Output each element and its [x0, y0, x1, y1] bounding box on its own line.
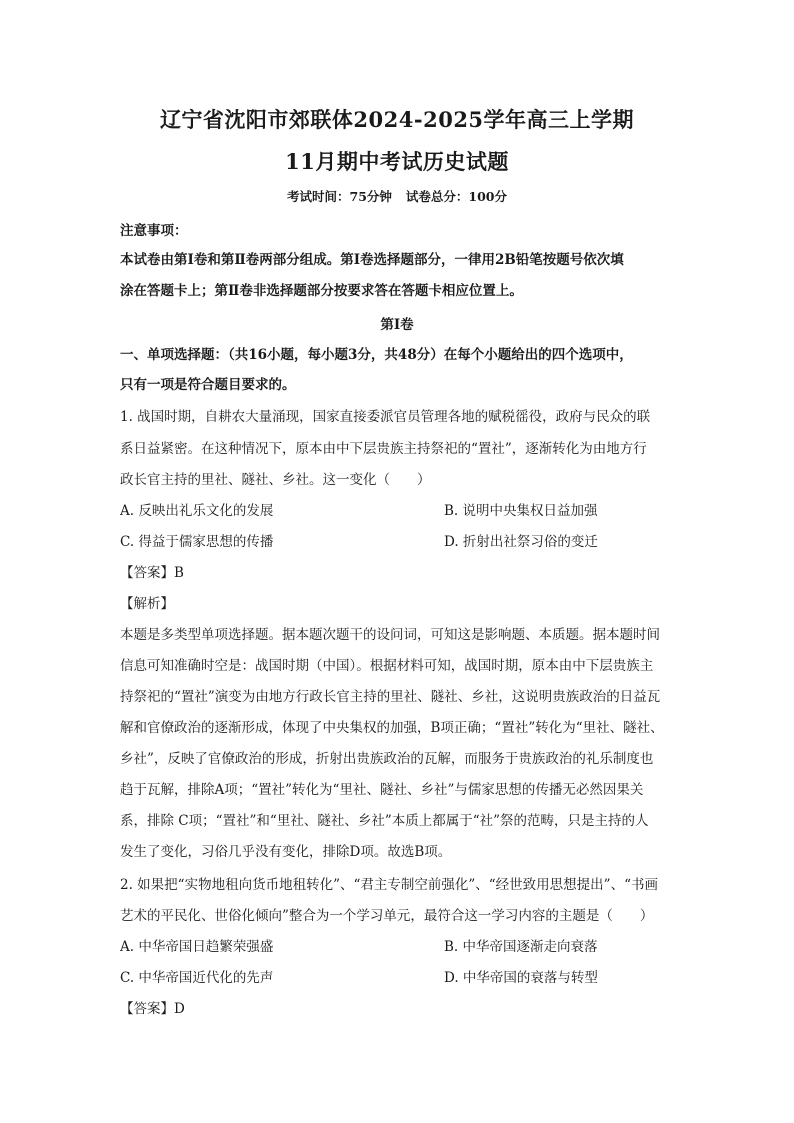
exam-time: 考试时间：75分钟 — [287, 189, 392, 204]
option-d: D. 中华帝国的衰落与转型 — [444, 970, 598, 986]
analysis-line: 信息可知准确时空是：战国时期（中国）。根据材料可知，战国时期，原本由中下层贵族主 — [120, 658, 654, 674]
notice-line: 本试卷由第Ⅰ卷和第Ⅱ卷两部分组成。第Ⅰ卷选择题部分，一律用2B铅笔按题号依次填 — [120, 252, 624, 268]
option-b: B. 中华帝国逐渐走向衰落 — [444, 939, 598, 955]
option-c: C. 中华帝国近代化的先声 — [120, 970, 274, 986]
section-heading: 一、单项选择题：（共16小题，每小题3分，共48分）在每个小题给出的四个选项中， — [120, 347, 633, 363]
question-stem: 1. 战国时期，自耕农大量涌现，国家直接委派官员管理各地的赋税徭役，政府与民众的联 — [120, 409, 651, 425]
exam-title-line1: 辽宁省沈阳市郊联体2024-2025学年高三上学期 — [159, 107, 635, 132]
question-stem: 政长官主持的里社、隧社、乡社。这一变化（ ） — [120, 472, 431, 488]
total-score: 试卷总分：100分 — [405, 189, 507, 204]
part-title: 第Ⅰ卷 — [380, 317, 414, 333]
question-stem: 2. 如果把“实物地租向货币地租转化”、“君主专制空前强化”、“经世致用思想提出”、“书画 — [120, 877, 658, 893]
notice-heading: 注意事项： — [120, 223, 188, 239]
exam-title-line2: 11月期中考试历史试题 — [285, 149, 509, 174]
analysis-line: 系，排除 C项；“置社”和“里社、隧社、乡社”本质上都属于“社”祭的范畴，只是主持的人 — [120, 813, 649, 829]
answer: 【答案】B — [120, 565, 184, 581]
analysis-line: 解和官僚政治的逐渐形成，体现了中央集权的加强，B项正确；“置社”转化为“里社、隧社、 — [120, 720, 664, 736]
notice-line: 涂在答题卡上；第Ⅱ卷非选择题部分按要求答在答题卡相应位置上。 — [120, 283, 523, 299]
exam-meta — [0, 187, 794, 205]
option-b: B. 说明中央集权日益加强 — [444, 503, 598, 519]
analysis-line: 发生了变化，习俗几乎没有变化，排除D项。故选B项。 — [120, 844, 452, 860]
question-stem: 艺术的平民化、世俗化倾向”整合为一个学习单元，最符合这一学习内容的主题是（ ） — [120, 908, 654, 924]
section-heading: 只有一项是符合题目要求的。 — [120, 377, 296, 393]
question-stem: 系日益紧密。在这种情况下，原本由中下层贵族主持祭祀的“置社”，逐渐转化为由地方行 — [120, 441, 647, 457]
analysis-line: 持祭祀的“置社”演变为由地方行政长官主持的里社、隧社、乡社，这说明贵族政治的日益瓦 — [120, 689, 661, 705]
analysis-label: 【解析】 — [120, 596, 174, 612]
option-d: D. 折射出社祭习俗的变迁 — [444, 534, 598, 550]
answer: 【答案】D — [120, 1001, 185, 1017]
analysis-line: 趋于瓦解，排除A项；“置社”转化为“里社、隧社、乡社”与儒家思想的传播无必然因果关 — [120, 782, 644, 798]
option-c: C. 得益于儒家思想的传播 — [120, 534, 274, 550]
option-a: A. 反映出礼乐文化的发展 — [120, 503, 274, 519]
option-a: A. 中华帝国日趋繁荣强盛 — [120, 939, 274, 955]
analysis-line: 本题是多类型单项选择题。据本题次题干的设问词，可知这是影响题、本质题。据本题时间 — [120, 627, 660, 643]
analysis-line: 乡社”，反映了官僚政治的形成，折射出贵族政治的瓦解，而服务于贵族政治的礼乐制度也 — [120, 751, 654, 767]
